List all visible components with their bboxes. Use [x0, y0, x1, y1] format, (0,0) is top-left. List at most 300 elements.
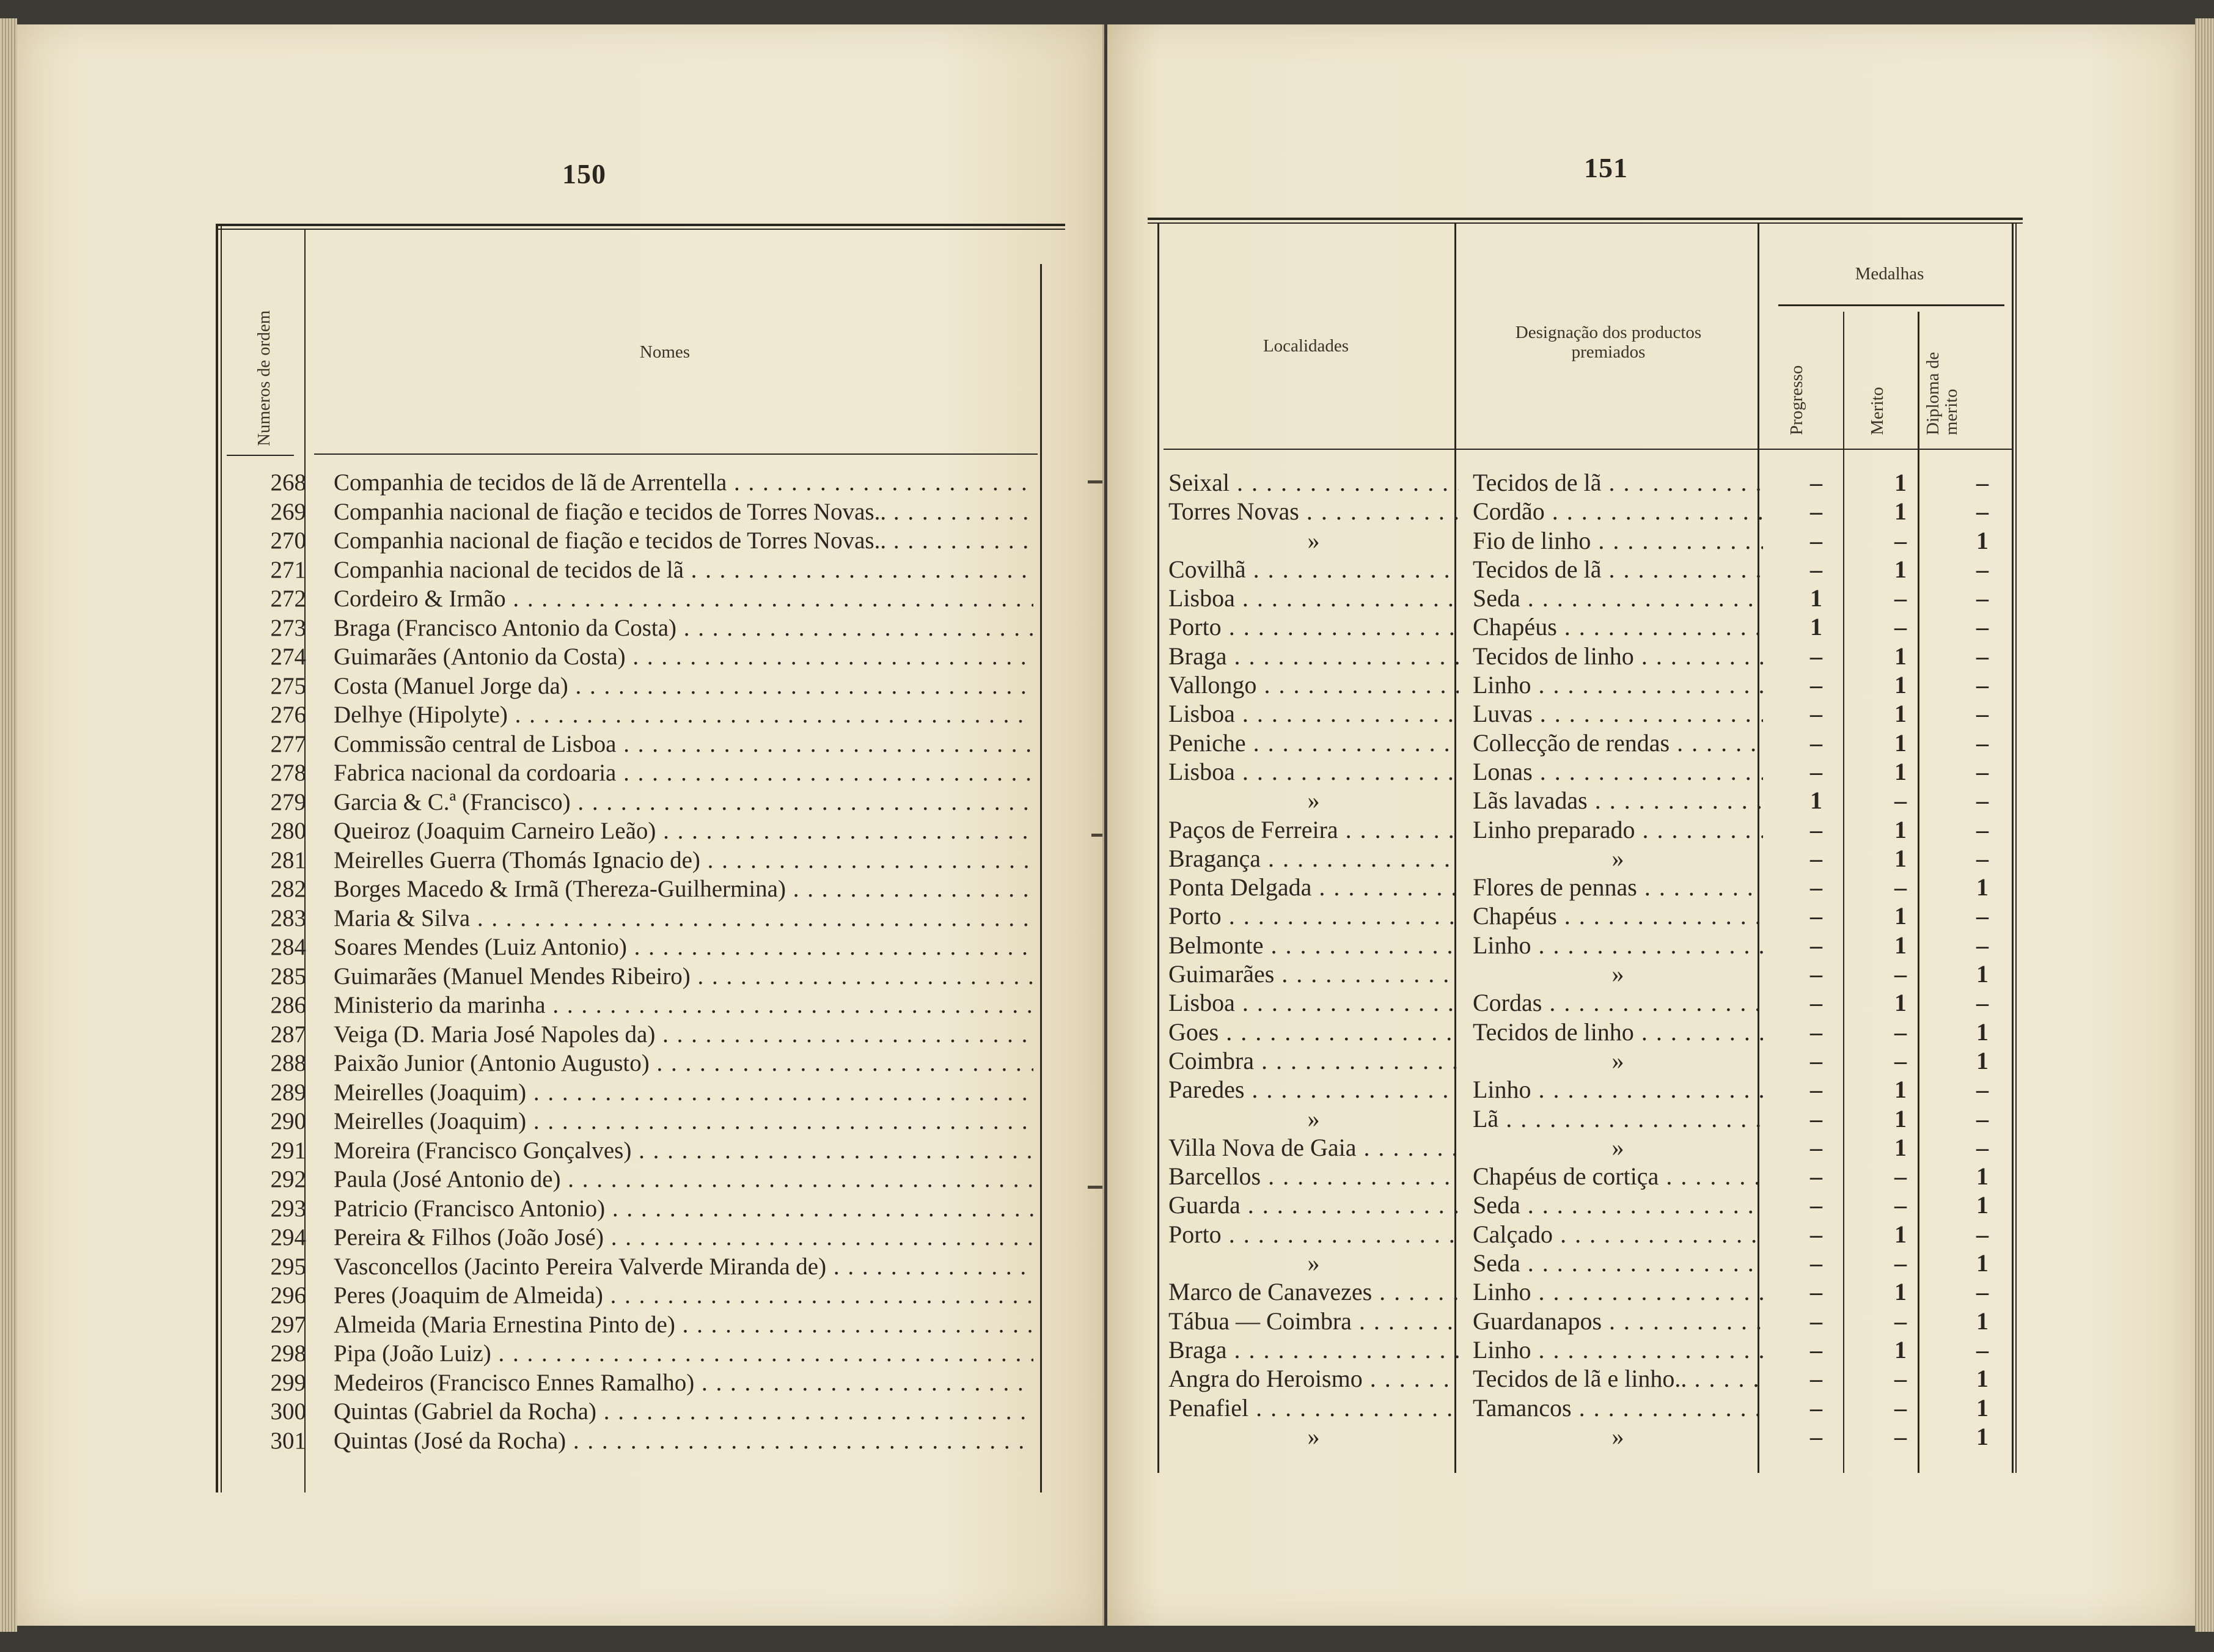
table-row [1168, 468, 2122, 497]
table-row [1168, 901, 2122, 930]
medal-merito: 1 [1894, 989, 1907, 1017]
medal-merito: 1 [1894, 1220, 1907, 1248]
medal-merito: – [1894, 1365, 1907, 1393]
right-page [1107, 24, 2195, 1626]
order-number: 278 [270, 760, 306, 786]
locality: » [1307, 1249, 1320, 1277]
table-row [1168, 1364, 2122, 1393]
locality: Goes . . . [1168, 1018, 1459, 1046]
diploma-merito: – [1976, 1104, 1989, 1133]
product: Lã . . . [1473, 1104, 1763, 1133]
binding-stitch [1088, 480, 1104, 483]
table-row [1168, 1220, 2122, 1249]
table-row [227, 904, 1104, 933]
table-row [227, 1020, 1104, 1049]
exhibitor-name: Vasconcellos (Jacinto Pereira Valverde Miranda de) . . . [334, 1252, 1033, 1282]
exhibitor-name: Soares Mendes (Luiz Antonio) . . . [334, 933, 1033, 962]
medal-progresso: – [1810, 873, 1822, 901]
medal-merito: 1 [1894, 497, 1907, 526]
medal-merito: 1 [1894, 729, 1907, 757]
diploma-merito: 1 [1976, 1393, 1989, 1422]
order-number: 294 [270, 1224, 306, 1250]
table-row [227, 933, 1104, 962]
right-table-border-left [1157, 224, 1159, 1473]
medal-progresso: – [1810, 1422, 1822, 1450]
table-row [227, 1223, 1104, 1252]
product: Tecidos de linho . . . [1473, 1018, 1763, 1046]
table-row [227, 642, 1104, 672]
table-row [1168, 612, 2122, 641]
table-row [1168, 555, 2122, 584]
table-row [227, 1426, 1104, 1456]
medal-merito: – [1894, 584, 1907, 612]
product: Calçado . . . [1473, 1220, 1763, 1249]
locality: » [1307, 526, 1320, 554]
diploma-merito: – [1976, 757, 1989, 785]
diploma-merito: – [1976, 1278, 1989, 1306]
order-number: 272 [270, 586, 306, 612]
diploma-merito: – [1976, 815, 1989, 843]
medal-merito: 1 [1894, 1133, 1907, 1161]
medal-progresso: – [1810, 960, 1822, 988]
diploma-merito: – [1976, 613, 1989, 641]
locality: Lisboa . . . [1168, 584, 1459, 612]
order-number: 293 [270, 1195, 306, 1222]
right-table-top-rule [1148, 218, 2023, 220]
medal-merito: – [1894, 1249, 1907, 1277]
diploma-merito: 1 [1976, 1422, 1989, 1450]
locality: Marco de Canavezes . . . [1168, 1277, 1459, 1306]
diploma-merito: – [1976, 1076, 1989, 1104]
order-number: 292 [270, 1166, 306, 1192]
header-progresso: Progresso [1787, 365, 1806, 435]
order-number: 269 [270, 498, 306, 525]
exhibitor-name: Meirelles (Joaquim) . . . [334, 1107, 1033, 1136]
locality: Lisboa . . . [1168, 699, 1459, 728]
exhibitor-name: Delhye (Hipolyte) . . . [334, 700, 1033, 730]
right-header-rule [1164, 449, 2013, 450]
diploma-merito: – [1976, 700, 1989, 728]
exhibitor-name: Moreira (Francisco Gonçalves) . . . [334, 1136, 1033, 1166]
product: Fio de linho . . . [1473, 526, 1763, 555]
table-row [1168, 873, 2122, 901]
table-row [1168, 1307, 2122, 1335]
table-row [1168, 1422, 2122, 1451]
table-row [227, 1310, 1104, 1340]
diploma-merito: 1 [1976, 526, 1989, 554]
table-row [1168, 786, 2122, 815]
order-number: 280 [270, 818, 306, 844]
diploma-merito: – [1976, 729, 1989, 757]
medal-merito: – [1894, 1046, 1907, 1074]
exhibitor-name: Peres (Joaquim de Almeida) . . . [334, 1281, 1033, 1310]
diploma-merito: – [1976, 1220, 1989, 1248]
medal-progresso: – [1810, 1076, 1822, 1104]
book-edge-right [2195, 18, 2214, 1632]
table-row [1168, 1018, 2122, 1046]
product: Linho . . . [1473, 1277, 1763, 1306]
order-number: 284 [270, 934, 306, 960]
diploma-merito: 1 [1976, 873, 1989, 901]
exhibitor-name: Guimarães (Manuel Mendes Ribeiro) . . . [334, 962, 1033, 991]
medal-merito: 1 [1894, 902, 1907, 930]
product: Seda . . . [1473, 1191, 1763, 1219]
order-number: 289 [270, 1079, 306, 1106]
locality: Villa Nova de Gaia . . . [1168, 1133, 1459, 1162]
product: Seda . . . [1473, 584, 1763, 612]
medal-merito: 1 [1894, 1076, 1907, 1104]
locality: Torres Novas . . . [1168, 497, 1459, 526]
diploma-merito: 1 [1976, 1046, 1989, 1074]
exhibitor-name: Cordeiro & Irmão . . . [334, 584, 1033, 614]
table-row [227, 614, 1104, 643]
medal-merito: 1 [1894, 844, 1907, 872]
medal-merito: – [1894, 1307, 1907, 1335]
medal-progresso: – [1810, 1249, 1822, 1277]
header-merito: Merito [1868, 387, 1887, 435]
locality: » [1307, 1104, 1320, 1133]
header-medalhas: Medalhas [1855, 264, 1924, 284]
order-number: 297 [270, 1311, 306, 1338]
product: Chapéus . . . [1473, 612, 1763, 641]
medal-merito: – [1894, 873, 1907, 901]
medal-progresso: – [1810, 931, 1822, 959]
locality: Tábua — Coimbra . . . [1168, 1307, 1459, 1335]
product: Linho . . . [1473, 931, 1763, 960]
table-row [227, 875, 1104, 904]
exhibitor-name: Pereira & Filhos (João José) . . . [334, 1223, 1033, 1252]
order-number: 281 [270, 846, 306, 873]
table-row [227, 1107, 1104, 1136]
diploma-merito: 1 [1976, 1307, 1989, 1335]
product: Guardanapos . . . [1473, 1307, 1763, 1335]
locality: Coimbra . . . [1168, 1046, 1459, 1075]
diploma-merito: – [1976, 931, 1989, 959]
medal-merito: 1 [1894, 757, 1907, 785]
table-row [1168, 1104, 2122, 1133]
medal-merito: – [1894, 1018, 1907, 1046]
table-row [227, 758, 1104, 788]
locality: » [1307, 1422, 1320, 1450]
diploma-merito: – [1976, 642, 1989, 670]
medal-progresso: – [1810, 1335, 1822, 1364]
table-row [1168, 844, 2122, 873]
table-row [1168, 757, 2122, 786]
order-number: 268 [270, 469, 306, 496]
medal-progresso: – [1810, 1018, 1822, 1046]
medal-merito: 1 [1894, 1278, 1907, 1306]
table-row [1168, 815, 2122, 844]
left-table-border-left [216, 226, 218, 1492]
order-number: 277 [270, 730, 306, 757]
diploma-merito: – [1976, 555, 1989, 583]
table-row [227, 1136, 1104, 1166]
order-number: 286 [270, 992, 306, 1018]
table-row [1168, 642, 2122, 670]
medal-progresso: 1 [1810, 584, 1822, 612]
table-row [1168, 1133, 2122, 1162]
medal-progresso: 1 [1810, 787, 1822, 815]
exhibitor-name: Commissão central de Lisboa . . . [334, 730, 1033, 759]
product: Cordão . . . [1473, 497, 1763, 526]
product: Tecidos de lã . . . [1473, 468, 1763, 497]
left-table-top-rule [216, 224, 1065, 226]
diploma-merito: – [1976, 989, 1989, 1017]
table-row [1168, 988, 2122, 1017]
diploma-merito: 1 [1976, 1191, 1989, 1219]
left-header-rule-name [314, 453, 1038, 455]
locality: Barcellos . . . [1168, 1162, 1459, 1191]
product: Lãs lavadas . . . [1473, 786, 1763, 815]
medal-merito: 1 [1894, 931, 1907, 959]
product: Cordas . . . [1473, 988, 1763, 1017]
order-number: 295 [270, 1253, 306, 1280]
medal-merito: – [1894, 1162, 1907, 1191]
medal-merito: 1 [1894, 815, 1907, 843]
product: » [1611, 1422, 1624, 1450]
table-row [1168, 1075, 2122, 1104]
header-designacao: Designação dos productos premiados [1515, 323, 1702, 362]
table-row [227, 1368, 1104, 1398]
medal-merito: 1 [1894, 1335, 1907, 1364]
diploma-merito: – [1976, 844, 1989, 872]
medal-progresso: – [1810, 526, 1822, 554]
medal-progresso: – [1810, 1278, 1822, 1306]
diploma-merito: – [1976, 469, 1989, 496]
product: Chapéus . . . [1473, 901, 1763, 930]
left-table-top-rule-thin [216, 229, 1065, 230]
locality: Porto . . . [1168, 901, 1459, 930]
diploma-merito: 1 [1976, 1018, 1989, 1046]
order-number: 274 [270, 644, 306, 670]
medal-progresso: – [1810, 989, 1822, 1017]
locality: Lisboa . . . [1168, 988, 1459, 1017]
table-row [227, 1049, 1104, 1078]
exhibitor-name: Garcia & C.ª (Francisco) . . . [334, 788, 1033, 817]
table-row [1168, 1046, 2122, 1075]
product: Chapéus de cortiça . . . [1473, 1162, 1763, 1191]
order-number: 288 [270, 1050, 306, 1076]
order-number: 279 [270, 788, 306, 815]
table-row [227, 700, 1104, 730]
header-diploma-de-merito: Diploma de merito [1923, 351, 1961, 435]
locality: Ponta Delgada . . . [1168, 873, 1459, 901]
medal-merito: – [1894, 787, 1907, 815]
order-number: 283 [270, 905, 306, 931]
left-header-rule-num [227, 455, 294, 456]
medal-progresso: – [1810, 671, 1822, 699]
binding-stitch [1088, 1186, 1104, 1189]
diploma-merito: – [1976, 787, 1989, 815]
exhibitor-name: Braga (Francisco Antonio da Costa) . . . [334, 614, 1033, 643]
medal-merito: 1 [1894, 700, 1907, 728]
product: Linho . . . [1473, 670, 1763, 699]
table-row [1168, 1335, 2122, 1364]
locality: Belmonte . . . [1168, 931, 1459, 960]
table-row [227, 1078, 1104, 1107]
product: Seda . . . [1473, 1249, 1763, 1277]
table-row [227, 962, 1104, 991]
medal-progresso: – [1810, 497, 1822, 526]
diploma-merito: 1 [1976, 1249, 1989, 1277]
locality: Guarda . . . [1168, 1191, 1459, 1219]
medal-progresso: – [1810, 1365, 1822, 1393]
exhibitor-name: Medeiros (Francisco Ennes Ramalho) . . . [334, 1368, 1033, 1398]
product: Tecidos de linho . . . [1473, 642, 1763, 670]
table-row [1168, 1393, 2122, 1422]
table-row [1168, 670, 2122, 699]
order-number: 270 [270, 527, 306, 554]
locality: Angra do Heroismo . . . [1168, 1364, 1459, 1393]
table-row [1168, 1191, 2122, 1219]
table-row [227, 1397, 1104, 1426]
product: Tamancos . . . [1473, 1393, 1763, 1422]
locality: Paredes . . . [1168, 1075, 1459, 1104]
diploma-merito: – [1976, 671, 1989, 699]
medal-progresso: – [1810, 700, 1822, 728]
header-localidades: Localidades [1263, 336, 1349, 356]
table-row [227, 468, 1104, 497]
product: » [1611, 844, 1624, 872]
exhibitor-name: Meirelles Guerra (Thomás Ignacio de) . . . [334, 846, 1033, 875]
exhibitor-name: Maria & Silva . . . [334, 904, 1033, 933]
table-row [227, 788, 1104, 817]
table-row [227, 1194, 1104, 1224]
locality: Porto . . . [1168, 612, 1459, 641]
locality: Lisboa . . . [1168, 757, 1459, 786]
order-number: 296 [270, 1282, 306, 1309]
right-page-number: 151 [1584, 152, 1628, 183]
medal-merito: 1 [1894, 469, 1907, 496]
product: » [1611, 1046, 1624, 1074]
medal-merito: – [1894, 960, 1907, 988]
product: Lonas . . . [1473, 757, 1763, 786]
diploma-merito: 1 [1976, 1365, 1989, 1393]
table-row [1168, 1249, 2122, 1277]
order-number: 298 [270, 1340, 306, 1367]
table-row [227, 1252, 1104, 1282]
medal-progresso: – [1810, 642, 1822, 670]
exhibitor-name: Ministerio da marinha . . . [334, 991, 1033, 1020]
exhibitor-name: Pipa (João Luiz) . . . [334, 1339, 1033, 1368]
product: Linho preparado . . . [1473, 815, 1763, 844]
diploma-merito: – [1976, 902, 1989, 930]
locality: » [1307, 787, 1320, 815]
product: Luvas . . . [1473, 699, 1763, 728]
exhibitor-name: Costa (Manuel Jorge da) . . . [334, 672, 1033, 701]
table-row [227, 1165, 1104, 1194]
exhibitor-name: Quintas (Gabriel da Rocha) . . . [334, 1397, 1033, 1426]
locality: Vallongo . . . [1168, 670, 1459, 699]
table-row [227, 817, 1104, 846]
header-numeros-de-ordem: Numeros de ordem [254, 310, 274, 446]
product: Collecção de rendas . . . [1473, 729, 1763, 757]
table-row [227, 846, 1104, 875]
product: Tecidos de lã e linho.. . . . [1473, 1364, 1763, 1393]
table-row [1168, 584, 2122, 612]
medal-progresso: – [1810, 815, 1822, 843]
medal-progresso: – [1810, 1046, 1822, 1074]
medal-merito: – [1894, 1422, 1907, 1450]
diploma-merito: – [1976, 584, 1989, 612]
medalhas-brace [1778, 304, 2004, 306]
medal-merito: 1 [1894, 671, 1907, 699]
left-table-body [227, 468, 1104, 1455]
book-edge-left [0, 18, 17, 1632]
medal-progresso: – [1810, 844, 1822, 872]
exhibitor-name: Guimarães (Antonio da Costa) . . . [334, 642, 1033, 672]
medal-progresso: – [1810, 1307, 1822, 1335]
diploma-merito: – [1976, 1133, 1989, 1161]
table-row [227, 991, 1104, 1020]
table-row [227, 526, 1104, 556]
locality: Penafiel . . . [1168, 1393, 1459, 1422]
medal-progresso: 1 [1810, 613, 1822, 641]
table-row [1168, 699, 2122, 728]
order-number: 291 [270, 1137, 306, 1164]
table-row [1168, 960, 2122, 988]
exhibitor-name: Companhia de tecidos de lã de Arrentella . . . [334, 468, 1033, 497]
order-number: 301 [270, 1427, 306, 1454]
order-number: 300 [270, 1398, 306, 1425]
medal-merito: – [1894, 1191, 1907, 1219]
medal-progresso: – [1810, 469, 1822, 496]
table-row [227, 730, 1104, 759]
left-table-border-left-thin [221, 226, 222, 1492]
diploma-merito: 1 [1976, 1162, 1989, 1191]
exhibitor-name: Veiga (D. Maria José Napoles da) . . . [334, 1020, 1033, 1049]
table-row [227, 556, 1104, 585]
table-row [1168, 497, 2122, 526]
header-nomes: Nomes [639, 342, 691, 362]
product: Tecidos de lã . . . [1473, 555, 1763, 584]
medal-merito: – [1894, 613, 1907, 641]
table-row [227, 1339, 1104, 1368]
diploma-merito: 1 [1976, 960, 1989, 988]
exhibitor-name: Almeida (Maria Ernestina Pinto de) . . . [334, 1310, 1033, 1340]
order-number: 273 [270, 614, 306, 641]
order-number: 299 [270, 1369, 306, 1396]
exhibitor-name: Paixão Junior (Antonio Augusto) . . . [334, 1049, 1033, 1078]
medal-progresso: – [1810, 902, 1822, 930]
table-row [1168, 526, 2122, 555]
left-page-number: 150 [562, 158, 606, 189]
medal-progresso: – [1810, 1191, 1822, 1219]
table-row [227, 1281, 1104, 1310]
medal-progresso: – [1810, 1393, 1822, 1422]
table-row [227, 497, 1104, 527]
table-row [227, 672, 1104, 701]
order-number: 275 [270, 672, 306, 699]
product: Linho . . . [1473, 1075, 1763, 1104]
table-row [227, 584, 1104, 614]
exhibitor-name: Fabrica nacional da cordoaria . . . [334, 758, 1033, 788]
order-number: 285 [270, 963, 306, 989]
table-row [1168, 931, 2122, 960]
medal-merito: 1 [1894, 642, 1907, 670]
medal-merito: 1 [1894, 1104, 1907, 1133]
locality: Braga . . . [1168, 642, 1459, 670]
order-number: 276 [270, 702, 306, 728]
medal-progresso: – [1810, 555, 1822, 583]
exhibitor-name: Companhia nacional de fiação e tecidos de Torres Novas.. . . . [334, 526, 1033, 556]
diploma-merito: – [1976, 1335, 1989, 1364]
exhibitor-name: Quintas (José da Rocha) . . . [334, 1426, 1033, 1456]
medal-progresso: – [1810, 729, 1822, 757]
order-number: 290 [270, 1108, 306, 1134]
exhibitor-name: Paula (José Antonio de) . . . [334, 1165, 1033, 1194]
order-number: 287 [270, 1021, 306, 1048]
